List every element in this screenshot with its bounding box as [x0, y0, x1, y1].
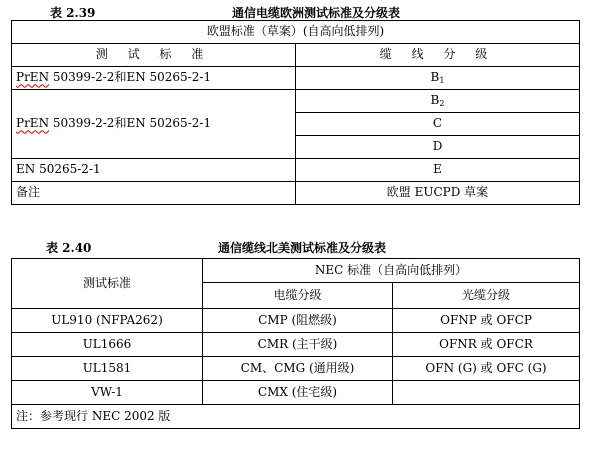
std-prefix: PrEN: [16, 70, 50, 85]
table2-col-test: 测试标准: [12, 259, 203, 309]
class-cell: $B_1$: [296, 67, 580, 90]
table-europe-standards: [11, 20, 580, 205]
table-north-america-standards: [11, 258, 580, 429]
table1-col-class: 缆 线 分 级: [296, 44, 580, 67]
table-row: UL1666 CMR (主干级) OFNR 或 OFCR: [12, 333, 580, 357]
std-text: 50399-2-2和EN 50265-2-1: [49, 116, 212, 131]
class-cell: D: [296, 136, 580, 159]
table2-col-cable: 电缆分级: [203, 283, 393, 309]
table1-title: 通信电缆欧洲测试标准及分级表: [232, 6, 401, 20]
table1-col-test: 测 试 标 准: [12, 44, 296, 67]
table1-header: 欧盟标准（草案）(自高向低排列): [12, 21, 580, 44]
table-row: [12, 67, 296, 90]
table-row: UL1581 CM、CMG (通用级) OFN (G) 或 OFC (G): [12, 357, 580, 381]
table2-title: 通信缆线北美测试标准及分级表: [218, 241, 387, 255]
table-row: UL910 (NFPA262) CMP (阻燃级) OFNP 或 OFCP: [12, 309, 580, 333]
std-cell: EN 50265-2-1: [12, 159, 296, 182]
class-cell: E: [296, 159, 580, 182]
remark-value: 欧盟 EUCPD 草案: [296, 182, 580, 205]
class-cell: $B_2$: [296, 90, 580, 113]
table2-nec-header: NEC 标准（自高向低排列）: [203, 259, 580, 283]
table2-note: 注：参考现行 NEC 2002 版: [12, 405, 580, 429]
table2-label: 表 2.40: [46, 241, 92, 255]
table1-label: 表 2.39: [50, 6, 96, 20]
remark-label: 备注: [12, 182, 296, 205]
std-text: 50399-2-2和EN 50265-2-1: [49, 70, 212, 85]
std-prefix: PrEN: [16, 116, 50, 131]
class-cell: C: [296, 113, 580, 136]
table-row: [12, 90, 296, 159]
table2-col-optical: 光缆分级: [393, 283, 580, 309]
table-row: VW-1 CMX (住宅级): [12, 381, 580, 405]
